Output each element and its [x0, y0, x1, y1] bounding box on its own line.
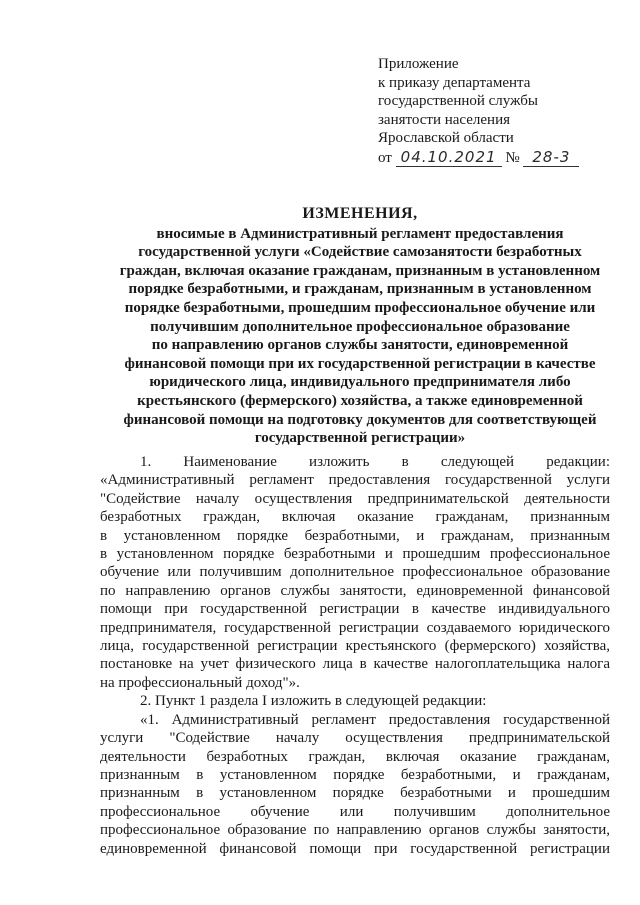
paragraph-line: "Содействие началу осуществления предпринимательской деятельности: [100, 490, 610, 507]
paragraph-line: обучение или получившим дополнительное профессиональное образование: [100, 564, 610, 581]
handwritten-number: 28-3: [523, 148, 579, 168]
document-body: [100, 453, 610, 858]
title-line: юридического лица, индивидуального предпринимателя либо: [149, 374, 571, 391]
paragraph-line: 1. Наименование изложить в следующей редакции:: [140, 454, 610, 470]
appendix-line: Приложение: [378, 56, 459, 72]
paragraph-line: по направлению органов службы занятости, единовременной финансовой: [100, 582, 610, 599]
paragraph-line: «1. Административный регламент предоставления государственной: [140, 711, 610, 728]
paragraph-line: деятельности безработных граждан, включая оказание гражданам,: [100, 748, 610, 765]
title-line: государственной услуги «Содействие самозанятости безработных: [138, 244, 582, 261]
paragraph-line: в установленном порядке безработными, и гражданам, признанным: [100, 527, 610, 544]
paragraph-line: профессиональное образование по направлению органов службы занятости,: [100, 822, 610, 839]
appendix-line: к приказу департамента: [378, 74, 531, 91]
appendix-line: Ярославской области: [378, 130, 514, 146]
title-line: по направлению органов службы занятости, единовременной: [151, 337, 569, 354]
appendix-header: [378, 55, 618, 167]
title-line: финансовой помощи при их государственной регистрации в качестве: [124, 355, 596, 372]
title-line: вносимые в Административный регламент предоставления: [156, 225, 564, 242]
title-line: финансовой помощи на подготовку документов для соответствующей: [123, 411, 597, 428]
paragraph-line: в установленном порядке безработными и прошедшим профессиональное: [100, 546, 610, 563]
order-date-number: [378, 148, 618, 168]
number-prefix: №: [505, 149, 520, 166]
title-line: государственной регистрации»: [254, 430, 466, 447]
date-prefix: от: [378, 149, 392, 166]
document-title: [100, 205, 620, 448]
paragraph-line: профессиональное обучение или получившим дополнительное: [100, 803, 610, 820]
paragraph-line: 2. Пункт 1 раздела I изложить в следующей редакции:: [140, 693, 487, 710]
title-line: крестьянского (фермерского) хозяйства, а также единовременной: [137, 392, 583, 409]
title-line: граждан, включая оказание гражданам, признанным в установленном: [119, 262, 601, 279]
paragraph-line: предпринимателя, государственной регистрации создаваемого юридического: [100, 619, 610, 636]
paragraph-line: лица, государственной регистрации крестьянского (фермерского) хозяйства,: [100, 638, 610, 655]
paragraph-line: постановке на учет физического лица в качестве налогоплательщика налога: [100, 656, 610, 673]
appendix-line: государственной службы: [378, 93, 538, 109]
title-line: порядке безработными, и гражданам, признанным в установленном: [128, 281, 592, 298]
paragraph-line: услуги "Содействие началу осуществления предпринимательской: [100, 730, 610, 747]
title-line: порядке безработными, прошедшим профессиональное обучение или: [124, 299, 596, 316]
paragraph-line: признанным в установленном порядке безработными, и гражданам,: [100, 766, 610, 783]
title-heading: ИЗМЕНЕНИЯ,: [302, 205, 418, 222]
handwritten-date: 04.10.2021: [396, 148, 502, 168]
paragraph-line: безработных граждан, включая оказание гражданам, признанным: [100, 509, 610, 526]
paragraph-line: единовременной финансовой помощи при государственной регистрации: [100, 840, 610, 857]
title-line: получившим дополнительное профессиональное образование: [150, 318, 570, 335]
appendix-line: занятости населения: [378, 111, 511, 128]
paragraph-line: на профессиональный доход"».: [100, 674, 300, 691]
paragraph-line: «Административный регламент предоставления государственной услуги: [100, 472, 610, 489]
paragraph-line: признанным в установленном порядке безработными и прошедшим: [100, 785, 610, 802]
paragraph-line: помощи при государственной регистрации в качестве индивидуального: [100, 601, 610, 618]
